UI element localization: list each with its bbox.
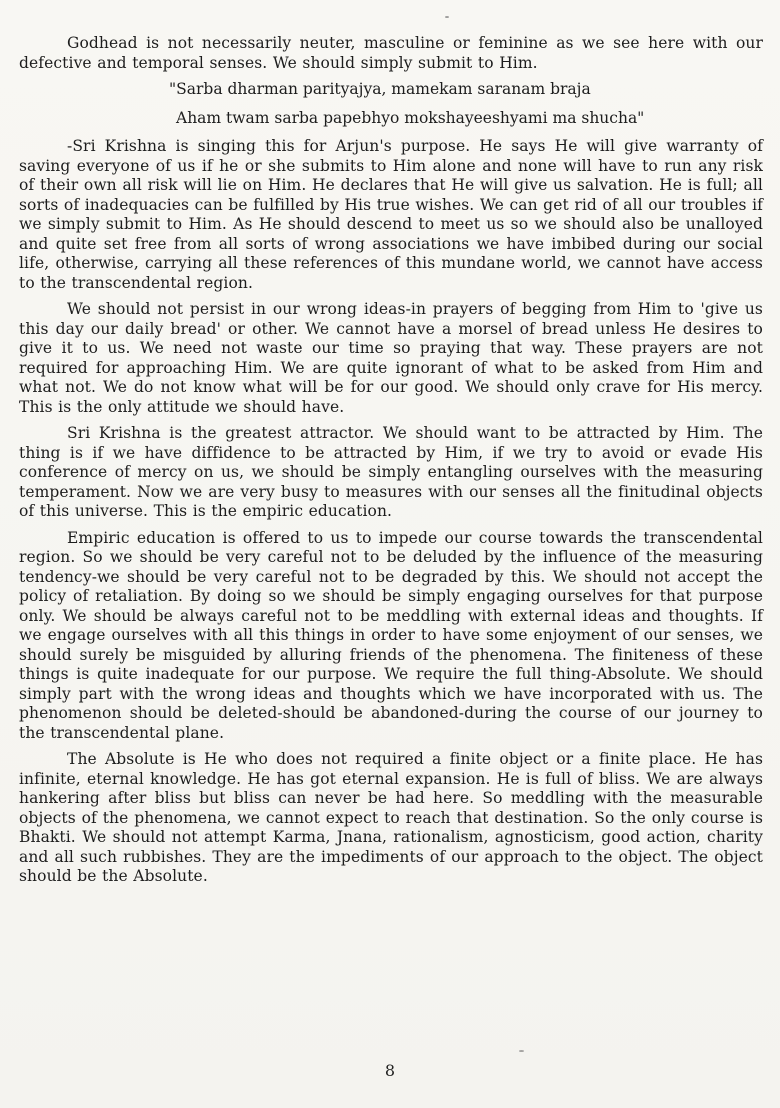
scan-mark-top [445, 16, 449, 18]
paragraph-greatest-attractor: Sri Krishna is the greatest attractor. We should want to be attracted by Him. The thing is if we have diffidence to be attracted by Him, if we try to avoid or evade His conference of mercy on us, we should be simply entangling ourselves with the measuring temperament. Now we are very busy to measures with our senses all the finitudinal objects of this universe. This is the empiric education. [19, 424, 763, 520]
paragraph-empiric-education: Empiric education is offered to us to impede our course towards the transcendental region. So we should be very careful not to be deluded by the influence of the measuring tendency-we should be very careful not to be degraded by this. We should not accept the policy of retaliation. By doing so we should be simply engaging ourselves for that purpose only. We should be always careful not to be meddling with external ideas and thoughts. If we engage ourselves with all this things in order to have some enjoyment of our senses, we should surely be misguided by alluring friends of the phenomena. The finiteness of these things is quite inadequate for our purpose. We require the full thing-Absolute. We should simply part with the wrong ideas and thoughts which we have incorporated with us. The phenomenon should be deleted-should be abandoned-during the course of our journey to the transcendental plane. [19, 528, 763, 742]
scan-mark-bottom [519, 1050, 524, 1052]
verse-line-1: "Sarba dharman parityajya, mamekam saranam braja [169, 80, 591, 98]
paragraph-the-absolute: The Absolute is He who does not required a finite object or a finite place. He has infinite, eternal knowledge. He has got eternal expansion. He is full of bliss. We are always hankering after bliss but bliss can never be had here. So meddling with the measurable objects of the phenomena, we cannot expect to reach that destination. So the only course is Bhakti. We should not attempt Karma, Jnana, rationalism, agnosticism, good action, charity and all such rubbishes. They are the impediments of our approach to the object. The object should be the Absolute. [19, 750, 763, 885]
verse-line-2: Aham twam sarba papebhyo mokshayeeshyami ma shucha" [176, 108, 645, 127]
paragraph-godhead: Godhead is not necessarily neuter, masculine or feminine as we see here with our defective and temporal senses. We should simply submit to Him. [19, 34, 763, 72]
verse-block [169, 80, 763, 128]
paragraph-sri-krishna-warranty: -Sri Krishna is singing this for Arjun's purpose. He says He will give warranty of saving everyone of us if he or she submits to Him alone and none will have to run any risk of their own all risk will lie on Him. He declares that He will give us salvation. He is full; all sorts of inadequacies can be fulfilled by His true wishes. We can get rid of all our troubles if we simply submit to Him. As He should descend to meet us so we should also be unalloyed and quite set free from all sorts of wrong associations we have imbibed during our social life, otherwise, carrying all these references of this mundane world, we cannot have access to the transcendental region. [19, 137, 763, 292]
page-number: 8 [384, 1061, 396, 1080]
paragraph-wrong-ideas-prayers: We should not persist in our wrong ideas-in prayers of begging from Him to 'give us this day our daily bread' or other. We cannot have a morsel of bread unless He desires to give it to us. We need not waste our time so praying that way. These prayers are not required for approaching Him. We are quite ignorant of what to be asked from Him and what not. We do not know what will be for our good. We should only crave for His mercy. This is the only attitude we should have. [19, 300, 763, 416]
